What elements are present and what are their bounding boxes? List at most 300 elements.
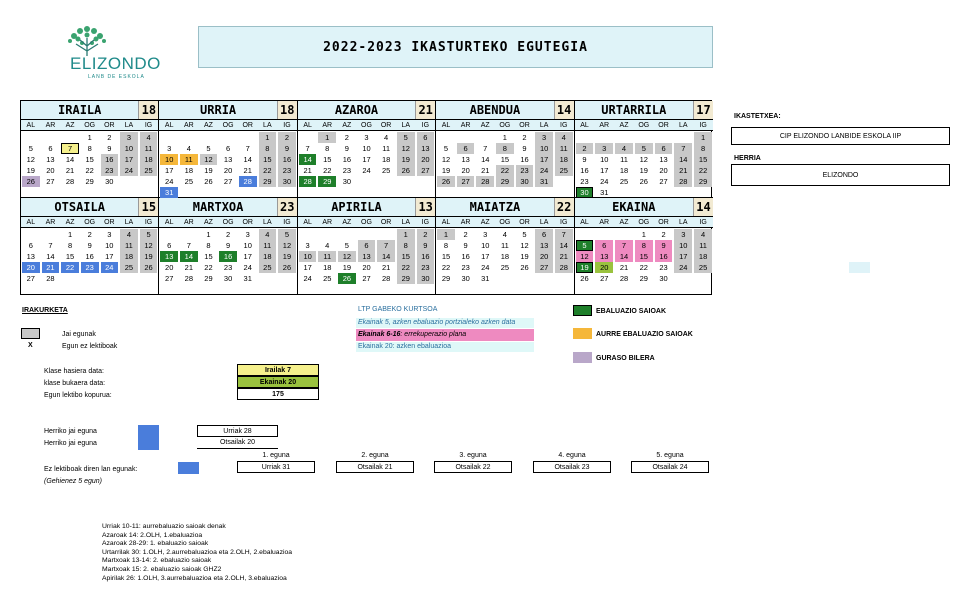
day-cell: 5 bbox=[140, 229, 158, 240]
town-holiday-value-1: Urriak 28 bbox=[197, 425, 278, 437]
ltp-line-2-rest: : errekuperazio plana bbox=[400, 331, 467, 338]
day-cell: 14 bbox=[46, 252, 55, 261]
day-cell: 3 bbox=[245, 230, 250, 239]
day-cell: 3 bbox=[674, 229, 692, 240]
weekday-label: LA bbox=[263, 122, 272, 129]
day-grid bbox=[575, 228, 713, 284]
note-line: Martxoak 13-14: 2. ebaluazio saioak bbox=[102, 557, 212, 565]
day-cell: 12 bbox=[639, 155, 648, 164]
day-cell: 31 bbox=[481, 274, 490, 283]
day-cell: 6 bbox=[358, 240, 376, 251]
day-cell: 8 bbox=[325, 144, 330, 153]
day-cell: 10 bbox=[362, 144, 371, 153]
day-cell: 26 bbox=[278, 262, 296, 273]
day-cell: 29 bbox=[639, 274, 648, 283]
day-cell: 28 bbox=[476, 176, 494, 187]
day-cell: 7 bbox=[555, 229, 573, 240]
day-cell: 16 bbox=[278, 154, 296, 165]
day-cell: 30 bbox=[342, 177, 352, 186]
weekday-label: AL bbox=[441, 219, 451, 226]
day-cell: 7 bbox=[48, 241, 53, 250]
empty-cell bbox=[576, 229, 594, 240]
day-cell: 28 bbox=[239, 176, 257, 187]
weekday-label: AZ bbox=[203, 122, 213, 129]
day-cell: 13 bbox=[659, 155, 668, 164]
month-lective-count: 13 bbox=[415, 198, 435, 216]
day-cell: 15 bbox=[204, 252, 213, 261]
day-cell: 4 bbox=[325, 241, 330, 250]
day-cell: 17 bbox=[120, 154, 138, 165]
day-cell: 8 bbox=[635, 240, 653, 251]
month-azaroa bbox=[298, 101, 436, 198]
day-cell: 2 bbox=[344, 133, 349, 142]
day-cell: 19 bbox=[278, 251, 296, 262]
day-cell: 2 bbox=[576, 143, 594, 154]
day-cell: 25 bbox=[381, 166, 391, 175]
day-cell: 8 bbox=[87, 144, 92, 153]
day-cell: 8 bbox=[206, 241, 211, 250]
day-cell: 26 bbox=[204, 177, 213, 186]
day-cell: 29 bbox=[694, 176, 712, 187]
weekday-label: AL bbox=[580, 219, 589, 226]
day-cell: 14 bbox=[243, 155, 252, 164]
day-cell: 30 bbox=[278, 176, 296, 187]
day-cell: 13 bbox=[160, 251, 178, 262]
day-cell: 22 bbox=[694, 165, 712, 176]
empty-cell bbox=[42, 132, 60, 143]
empty-cell bbox=[358, 229, 376, 240]
nonlective-day-value: Otsailak 23 bbox=[533, 461, 611, 473]
day-cell: 1 bbox=[206, 230, 211, 239]
weekday-label: AZ bbox=[480, 122, 490, 129]
weekday-label: AZ bbox=[480, 219, 490, 226]
day-cell: 21 bbox=[42, 262, 60, 273]
day-cell: 8 bbox=[443, 241, 449, 250]
day-cell: 3 bbox=[595, 143, 613, 154]
day-cell: 28 bbox=[46, 274, 55, 283]
day-cell: 2 bbox=[225, 230, 231, 239]
month-urria bbox=[159, 101, 297, 198]
nonlective-workdays-note: (Gehienez 5 egun) bbox=[44, 478, 102, 485]
day-cell: 4 bbox=[694, 229, 712, 240]
weekday-label: OG bbox=[499, 122, 511, 129]
town-holiday-value-2: Otsailak 20 bbox=[197, 437, 278, 449]
notes-list bbox=[102, 523, 292, 583]
weekday-label: IG bbox=[421, 219, 430, 226]
day-cell: 22 bbox=[204, 263, 213, 272]
month-lective-count: 15 bbox=[138, 198, 158, 216]
weekday-label: OG bbox=[222, 122, 234, 129]
school-logo bbox=[56, 26, 166, 82]
nonlective-day-value: Urriak 31 bbox=[237, 461, 315, 473]
day-cell: 11 bbox=[694, 240, 712, 251]
note-line: Apirilak 26: 1.OLH, 3.aurrebaluazioa eta 2.OLH, 3.ebaluazioa bbox=[102, 574, 287, 582]
weekday-label: IG bbox=[144, 219, 153, 226]
day-cell: 2 bbox=[522, 133, 527, 142]
day-cell: 20 bbox=[535, 251, 553, 262]
nonlective-day-head: 4. eguna bbox=[558, 452, 586, 459]
day-cell: 11 bbox=[180, 154, 198, 165]
day-cell: 24 bbox=[674, 262, 692, 273]
day-cell: 15 bbox=[85, 155, 94, 164]
day-grid bbox=[575, 131, 713, 198]
day-cell: 28 bbox=[381, 274, 391, 283]
nonlective-swatch bbox=[178, 462, 199, 474]
day-cell: 19 bbox=[639, 166, 648, 175]
nonlective-day-value: Otsailak 22 bbox=[434, 461, 512, 473]
page-title: 2022-2023 IKASTURTEKO EGUTEGIA bbox=[198, 26, 713, 68]
day-cell: 6 bbox=[655, 143, 673, 154]
day-cell: 29 bbox=[397, 273, 415, 284]
day-cell: 19 bbox=[397, 154, 415, 165]
day-cell: 27 bbox=[417, 165, 435, 176]
day-cell: 10 bbox=[243, 241, 252, 250]
nonlective-day-head: 2. eguna bbox=[361, 452, 389, 459]
day-cell: 22 bbox=[397, 262, 415, 273]
day-cell: 13 bbox=[223, 155, 233, 164]
day-cell: 7 bbox=[674, 143, 692, 154]
day-cell: 10 bbox=[120, 143, 138, 154]
weekday-header bbox=[436, 217, 573, 228]
day-cell: 16 bbox=[520, 155, 529, 164]
day-cell: 1 bbox=[502, 133, 507, 142]
day-cell: 27 bbox=[600, 274, 609, 283]
day-cell: 27 bbox=[535, 262, 553, 273]
day-cell: 30 bbox=[659, 274, 668, 283]
weekday-label: AZ bbox=[342, 122, 352, 129]
day-cell: 3 bbox=[167, 144, 172, 153]
day-cell: 18 bbox=[259, 251, 277, 262]
month-lective-count: 21 bbox=[415, 101, 435, 119]
month-iraila bbox=[21, 101, 159, 198]
day-cell: 24 bbox=[481, 263, 490, 272]
day-cell: 22 bbox=[259, 165, 277, 176]
day-cell: 14 bbox=[299, 154, 317, 165]
day-grid bbox=[436, 131, 573, 187]
day-cell: 4 bbox=[186, 144, 191, 153]
day-cell: 16 bbox=[85, 252, 94, 261]
day-cell: 9 bbox=[655, 240, 673, 251]
weekday-header bbox=[575, 217, 713, 228]
weekday-header bbox=[21, 217, 158, 228]
weekday-label: OR bbox=[242, 122, 253, 129]
legend-title: IRAKURKETA bbox=[22, 307, 68, 314]
day-cell: 10 bbox=[481, 241, 490, 250]
day-cell: 20 bbox=[417, 154, 435, 165]
note-line: Urriak 10-11: aurrebaluazio saioak denak bbox=[102, 523, 226, 530]
day-cell: 26 bbox=[580, 274, 589, 283]
day-cell: 2 bbox=[87, 230, 92, 239]
day-grid bbox=[159, 131, 296, 198]
day-cell: 2 bbox=[417, 229, 435, 240]
empty-cell bbox=[377, 229, 395, 240]
start-value: Irailak 7 bbox=[237, 364, 319, 376]
weekday-label: AL bbox=[164, 122, 174, 129]
day-cell: 29 bbox=[204, 274, 213, 283]
day-cell: 16 bbox=[417, 251, 435, 262]
day-cell: 20 bbox=[46, 166, 55, 175]
day-cell: 18 bbox=[381, 155, 391, 164]
empty-cell bbox=[576, 132, 594, 143]
day-cell: 28 bbox=[674, 176, 692, 187]
day-cell: 17 bbox=[165, 166, 174, 175]
day-grid bbox=[21, 131, 158, 187]
day-cell: 12 bbox=[140, 240, 158, 251]
month-header bbox=[159, 198, 296, 217]
day-cell: 5 bbox=[28, 144, 33, 153]
parents-meeting-label: GURASO BILERA bbox=[596, 355, 655, 362]
month-lective-count: 18 bbox=[277, 101, 297, 119]
day-cell: 24 bbox=[535, 165, 553, 176]
day-cell: 29 bbox=[496, 176, 514, 187]
day-cell: 1 bbox=[397, 229, 415, 240]
day-cell: 15 bbox=[441, 252, 451, 261]
day-grid bbox=[298, 131, 435, 187]
month-lective-count: 22 bbox=[554, 198, 574, 216]
weekday-label: OG bbox=[361, 219, 372, 226]
day-cell: 31 bbox=[243, 274, 252, 283]
day-cell: 18 bbox=[140, 154, 158, 165]
day-cell: 9 bbox=[87, 241, 92, 250]
day-cell: 6 bbox=[535, 229, 553, 240]
day-cell: 22 bbox=[61, 262, 79, 273]
day-cell: 8 bbox=[67, 241, 73, 250]
weekday-label: AL bbox=[26, 219, 36, 226]
weekday-header bbox=[21, 120, 158, 131]
note-line: Azaroak 28-29: 1. ebaluazio saioak bbox=[102, 540, 209, 548]
weekday-label: IG bbox=[144, 122, 153, 129]
day-cell: 4 bbox=[259, 229, 277, 240]
weekday-label: OG bbox=[361, 122, 372, 129]
weekday-label: OG bbox=[84, 219, 96, 226]
day-cell: 13 bbox=[417, 143, 435, 154]
day-cell: 21 bbox=[674, 165, 692, 176]
weekday-label: LA bbox=[401, 122, 411, 129]
weekday-header bbox=[298, 217, 435, 228]
day-cell: 28 bbox=[619, 274, 629, 283]
day-cell: 4 bbox=[140, 132, 158, 143]
day-grid bbox=[21, 228, 158, 284]
town-label: HERRIA bbox=[734, 155, 761, 162]
weekday-label: AL bbox=[164, 219, 174, 226]
day-cell: 8 bbox=[397, 240, 415, 251]
day-grid bbox=[436, 228, 573, 284]
day-cell: 18 bbox=[555, 154, 573, 165]
day-cell: 15 bbox=[635, 251, 653, 262]
day-cell: 26 bbox=[437, 176, 455, 187]
day-cell: 15 bbox=[500, 155, 510, 164]
empty-cell bbox=[615, 132, 633, 143]
day-cell: 10 bbox=[674, 240, 692, 251]
day-cell: 3 bbox=[107, 230, 112, 239]
weekday-label: IG bbox=[560, 219, 568, 226]
day-cell: 19 bbox=[204, 166, 213, 175]
weekday-label: AZ bbox=[619, 122, 629, 129]
ltp-line-2-bold: Ekainak 6-16 bbox=[358, 331, 401, 338]
day-cell: 1 bbox=[437, 229, 455, 240]
weekday-label: AL bbox=[580, 122, 589, 129]
day-cell: 14 bbox=[555, 240, 573, 251]
town-value: ELIZONDO bbox=[731, 164, 950, 186]
day-cell: 31 bbox=[160, 187, 178, 198]
day-cell: 5 bbox=[576, 240, 594, 251]
weekday-header bbox=[159, 120, 296, 131]
weekday-header bbox=[436, 120, 573, 131]
town-holiday-label-1: Herriko jai eguna bbox=[44, 428, 97, 435]
day-cell: 3 bbox=[305, 241, 310, 250]
weekday-label: OG bbox=[222, 219, 234, 226]
day-cell: 25 bbox=[619, 177, 629, 186]
weekday-label: OR bbox=[380, 122, 392, 129]
weekday-label: AR bbox=[460, 122, 471, 129]
day-cell: 24 bbox=[243, 263, 252, 272]
nonlective-day-head: 5. eguna bbox=[656, 452, 684, 459]
day-cell: 18 bbox=[500, 252, 510, 261]
weekday-header bbox=[159, 217, 296, 228]
nonlective-day-value: Otsailak 24 bbox=[631, 461, 709, 473]
weekday-label: AR bbox=[322, 219, 333, 226]
day-cell: 29 bbox=[85, 177, 94, 186]
empty-cell bbox=[22, 132, 40, 143]
day-cell: 13 bbox=[595, 251, 613, 262]
day-cell: 5 bbox=[278, 229, 296, 240]
month-apirila bbox=[298, 198, 436, 295]
nonlective-day-head: 3. eguna bbox=[459, 452, 487, 459]
day-cell: 24 bbox=[120, 165, 138, 176]
day-cell: 11 bbox=[382, 144, 390, 153]
month-lective-count: 14 bbox=[693, 198, 713, 216]
day-cell: 12 bbox=[338, 251, 356, 262]
weekday-label: OR bbox=[380, 219, 392, 226]
month-lective-count: 23 bbox=[277, 198, 297, 216]
day-cell: 19 bbox=[520, 252, 529, 261]
day-cell: 27 bbox=[362, 274, 371, 283]
day-cell: 25 bbox=[259, 262, 277, 273]
day-cell: 20 bbox=[659, 166, 668, 175]
logo-subtitle: LANB DE ESKOLA bbox=[88, 74, 145, 80]
month-lective-count: 14 bbox=[554, 101, 574, 119]
day-cell: 20 bbox=[461, 166, 470, 175]
note-line: Urtarrilak 30: 1.OLH, 2.aurrebaluazioa eta 2.OLH, 2.ebaluazioa bbox=[102, 548, 293, 556]
day-cell: 10 bbox=[299, 251, 317, 262]
day-cell: 18 bbox=[120, 251, 138, 262]
day-cell: 22 bbox=[496, 165, 514, 176]
note-line: Azaroak 14: 2.OLH, 1.ebaluazioa bbox=[102, 531, 203, 539]
weekday-label: LA bbox=[124, 219, 134, 226]
day-cell: 12 bbox=[397, 143, 415, 154]
day-cell: 26 bbox=[639, 177, 648, 186]
weekday-label: OG bbox=[499, 219, 511, 226]
weekday-label: AZ bbox=[65, 219, 75, 226]
empty-cell bbox=[239, 132, 257, 143]
school-label: IKASTETXEA: bbox=[734, 113, 781, 120]
weekday-label: OR bbox=[104, 219, 115, 226]
weekday-label: AR bbox=[183, 219, 194, 226]
day-cell: 16 bbox=[580, 166, 589, 175]
day-cell: 25 bbox=[500, 263, 510, 272]
day-cell: 1 bbox=[641, 230, 646, 239]
day-cell: 6 bbox=[167, 241, 172, 250]
month-lective-count: 18 bbox=[138, 101, 158, 119]
day-cell: 9 bbox=[344, 144, 349, 153]
day-cell: 12 bbox=[26, 155, 35, 164]
day-cell: 22 bbox=[441, 263, 451, 272]
day-cell: 21 bbox=[65, 166, 75, 175]
weekday-label: IG bbox=[560, 122, 568, 129]
day-cell: 14 bbox=[615, 251, 633, 262]
day-cell: 22 bbox=[85, 166, 94, 175]
day-cell: 23 bbox=[659, 263, 668, 272]
day-cell: 26 bbox=[520, 263, 529, 272]
day-cell: 3 bbox=[120, 132, 138, 143]
day-cell: 2 bbox=[107, 133, 112, 142]
town-holiday-swatch bbox=[138, 425, 159, 450]
month-martxoa bbox=[159, 198, 297, 295]
day-cell: 20 bbox=[362, 263, 371, 272]
day-cell: 19 bbox=[441, 166, 451, 175]
weekday-label: AL bbox=[303, 219, 312, 226]
holiday-swatch bbox=[21, 328, 40, 339]
day-cell: 2 bbox=[278, 132, 296, 143]
day-cell: 7 bbox=[305, 144, 310, 153]
month-otsaila bbox=[21, 198, 159, 295]
day-cell: 24 bbox=[362, 166, 371, 175]
day-cell: 6 bbox=[28, 241, 33, 250]
month-name: ABENDUA bbox=[469, 103, 521, 117]
decor-cell bbox=[849, 262, 870, 273]
day-cell: 26 bbox=[140, 262, 158, 273]
day-cell: 5 bbox=[344, 241, 349, 250]
day-cell: 11 bbox=[500, 241, 509, 250]
day-cell: 27 bbox=[457, 176, 475, 187]
day-cell: 26 bbox=[338, 273, 356, 284]
ltp-line-1: Ekainak 5, azken ebaluazio portzialeko azken data bbox=[356, 318, 534, 328]
day-cell: 7 bbox=[377, 240, 395, 251]
day-cell: 28 bbox=[65, 177, 75, 186]
calendar-grid bbox=[20, 100, 712, 295]
month-name: AZAROA bbox=[334, 103, 379, 117]
weekday-header bbox=[575, 120, 713, 131]
day-cell: 9 bbox=[278, 143, 296, 154]
day-cell: 5 bbox=[206, 144, 211, 153]
day-cell: 15 bbox=[323, 155, 332, 164]
day-cell: 30 bbox=[461, 274, 470, 283]
empty-cell bbox=[595, 229, 613, 240]
weekday-label: OG bbox=[638, 219, 650, 226]
day-cell: 8 bbox=[694, 143, 712, 154]
empty-cell bbox=[635, 132, 653, 143]
day-cell: 6 bbox=[48, 144, 53, 153]
weekday-label: OR bbox=[658, 122, 669, 129]
day-cell: 30 bbox=[223, 274, 233, 283]
nonlective-day-value: Otsailak 21 bbox=[336, 461, 414, 473]
month-name: MARTXOA bbox=[192, 200, 244, 214]
day-cell: 9 bbox=[225, 241, 231, 250]
day-cell: 30 bbox=[516, 176, 534, 187]
day-cell: 18 bbox=[323, 263, 332, 272]
weekday-label: AL bbox=[303, 122, 312, 129]
day-cell: 1 bbox=[318, 132, 336, 143]
day-cell: 30 bbox=[576, 187, 594, 198]
weekday-label: OR bbox=[242, 219, 253, 226]
day-cell: 16 bbox=[342, 155, 352, 164]
day-cell: 31 bbox=[535, 176, 553, 187]
day-cell: 15 bbox=[397, 251, 415, 262]
day-cell: 1 bbox=[67, 230, 73, 239]
total-label: Egun lektibo kopurua: bbox=[44, 392, 112, 399]
month-header bbox=[436, 198, 573, 217]
ltp-line-2 bbox=[356, 329, 534, 341]
